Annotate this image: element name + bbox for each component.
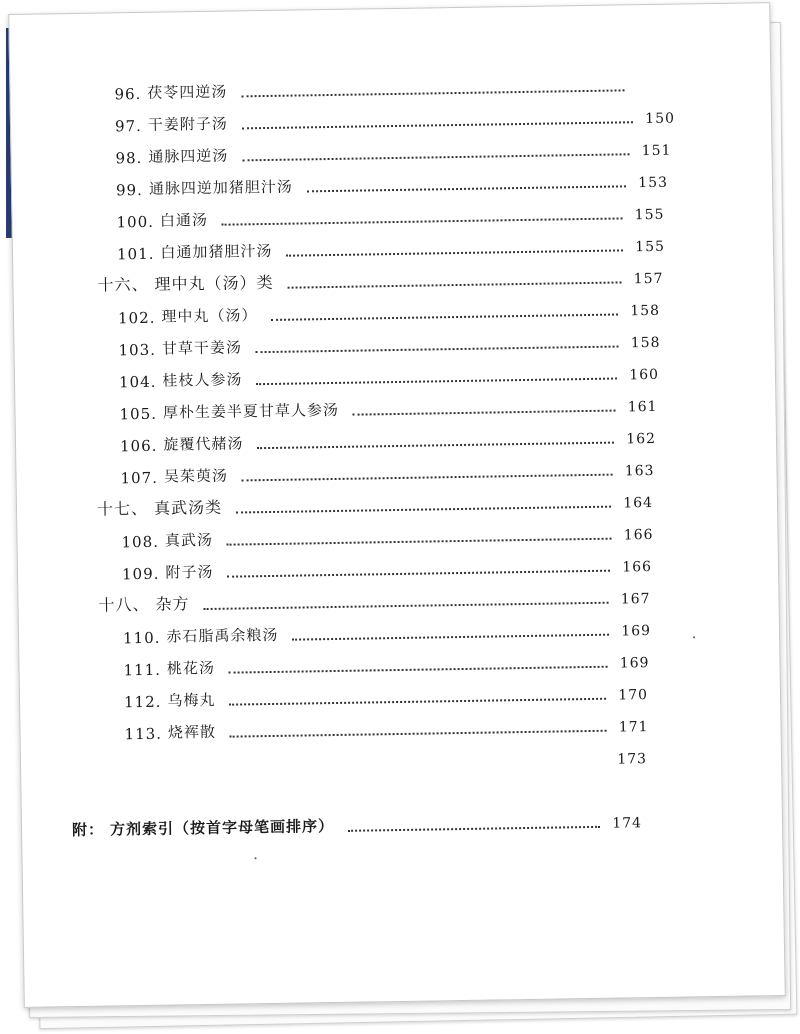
entry-page: 164 <box>623 494 654 512</box>
entry-title: 甘草干姜汤 <box>161 338 243 358</box>
toc-page-line[interactable] <box>125 743 647 775</box>
entry-number: 108. <box>121 532 160 552</box>
entry-number: 106. <box>119 436 158 456</box>
leader-dots <box>293 634 610 641</box>
entry-number: 109. <box>121 564 160 584</box>
entry-title: 吴茱萸汤 <box>163 466 229 486</box>
entry-number: 105. <box>119 404 158 424</box>
toc-entry[interactable] <box>115 135 671 168</box>
entry-page: 151 <box>641 142 672 160</box>
entry-title: 真武汤 <box>164 530 214 550</box>
entry-title: 赤石脂禹余粮汤 <box>166 625 279 646</box>
toc-entry[interactable] <box>123 647 649 679</box>
entry-number: 113. <box>124 724 163 744</box>
toc-entry[interactable] <box>119 359 659 391</box>
entry-number: 100. <box>116 212 155 232</box>
toc-entry[interactable] <box>120 423 656 455</box>
toc-entry[interactable] <box>118 327 660 360</box>
entry-page: 160 <box>629 366 660 384</box>
appendix-label: 附： <box>71 820 105 840</box>
toc-entry[interactable] <box>124 679 648 711</box>
entry-title: 白通加猪胆汁汤 <box>160 241 273 262</box>
entry-page: 170 <box>618 687 649 704</box>
leader-dots <box>257 442 614 450</box>
entry-page: 166 <box>622 559 653 576</box>
leader-dots <box>286 249 623 256</box>
entry-title: 桂枝人参汤 <box>162 370 243 390</box>
entry-number: 111. <box>123 660 162 680</box>
leader-dots <box>256 378 617 386</box>
toc-entry[interactable] <box>115 103 675 136</box>
toc-entry[interactable] <box>122 551 652 583</box>
section-title: 理中丸（汤）类 <box>154 272 274 294</box>
leader-dots <box>229 666 608 674</box>
entry-page: 167 <box>620 591 651 608</box>
entry-page: 173 <box>617 751 648 768</box>
entry-number: 96. <box>114 84 142 104</box>
leader-dots <box>222 217 623 225</box>
section-number: 十六、 <box>97 274 149 295</box>
toc-entry[interactable] <box>120 455 654 487</box>
entry-page: 153 <box>638 174 669 192</box>
entry-title: 通脉四逆汤 <box>148 146 229 166</box>
entry-title: 旋覆代赭汤 <box>163 434 244 454</box>
entry-page: 158 <box>630 334 661 352</box>
entry-number: 98. <box>115 148 143 168</box>
entry-page: 158 <box>630 302 661 320</box>
leader-dots <box>348 826 600 832</box>
print-speck <box>255 857 257 859</box>
toc-section-heading[interactable] <box>98 583 650 616</box>
table-of-contents <box>9 3 784 1007</box>
entry-page: 155 <box>635 238 666 256</box>
leader-dots <box>230 698 607 706</box>
toc-appendix[interactable] <box>72 807 642 840</box>
toc-entry[interactable] <box>119 391 657 423</box>
toc-entry[interactable] <box>116 167 668 200</box>
entry-page: 169 <box>621 623 652 640</box>
leader-dots <box>228 570 611 578</box>
entry-title: 通脉四逆加猪胆汁汤 <box>148 177 294 198</box>
leader-dots <box>242 474 613 482</box>
leader-dots <box>236 506 611 514</box>
entry-page: 150 <box>645 110 676 128</box>
leader-dots <box>288 281 622 288</box>
entry-number: 102. <box>117 308 156 328</box>
toc-entry[interactable] <box>114 71 634 103</box>
appendix-title: 方剂索引（按首字母笔画排序） <box>109 817 335 839</box>
entry-title: 烧裈散 <box>167 722 217 742</box>
leader-dots <box>242 121 633 129</box>
entry-page: 166 <box>623 526 654 544</box>
toc-page <box>8 2 786 1008</box>
toc-entry[interactable] <box>123 615 651 647</box>
section-number: 十八、 <box>98 594 150 615</box>
entry-page: 161 <box>627 398 658 416</box>
entry-page: 157 <box>633 270 664 288</box>
leader-dots <box>307 185 626 192</box>
toc-entry[interactable] <box>124 711 648 743</box>
section-title: 真武汤类 <box>153 497 223 518</box>
entry-title: 干姜附子汤 <box>147 114 229 134</box>
entry-number: 110. <box>122 628 161 648</box>
entry-page: 162 <box>626 430 657 448</box>
section-title: 杂方 <box>155 594 190 614</box>
entry-page: 171 <box>618 719 649 736</box>
entry-title: 茯苓四逆汤 <box>147 82 228 102</box>
entry-title: 白通汤 <box>159 210 209 230</box>
appendix-page: 174 <box>612 815 643 832</box>
leader-dots <box>353 410 616 416</box>
entry-number: 101. <box>116 244 155 264</box>
leader-dots <box>271 314 618 321</box>
entry-number: 97. <box>114 116 143 136</box>
section-number: 十七、 <box>96 498 149 519</box>
toc-section-heading[interactable] <box>97 263 663 296</box>
toc-entry[interactable] <box>117 231 665 264</box>
entry-page: 169 <box>619 655 650 672</box>
print-speck <box>693 636 695 638</box>
entry-title: 厚朴生姜半夏甘草人参汤 <box>162 400 340 422</box>
leader-dots <box>241 89 624 97</box>
entry-number: 104. <box>118 372 157 392</box>
toc-section-heading[interactable] <box>97 487 653 520</box>
leader-dots <box>230 730 607 738</box>
leader-dots <box>242 153 629 161</box>
entry-title: 乌梅丸 <box>167 690 216 710</box>
leader-dots <box>256 346 619 354</box>
toc-entry[interactable] <box>121 519 653 551</box>
entry-number: 107. <box>120 468 159 488</box>
entry-number: 103. <box>118 340 157 360</box>
entry-number: 112. <box>123 692 162 712</box>
entry-title: 附子汤 <box>165 562 214 582</box>
entry-page: 163 <box>624 462 655 480</box>
entry-title: 理中丸（汤） <box>161 306 258 326</box>
entry-number: 99. <box>115 180 144 200</box>
entry-title: 桃花汤 <box>166 658 216 678</box>
entry-page: 155 <box>634 206 665 224</box>
leader-dots <box>227 538 612 546</box>
toc-entry[interactable] <box>118 295 660 328</box>
leader-dots <box>204 602 609 610</box>
toc-entry[interactable] <box>116 199 664 232</box>
